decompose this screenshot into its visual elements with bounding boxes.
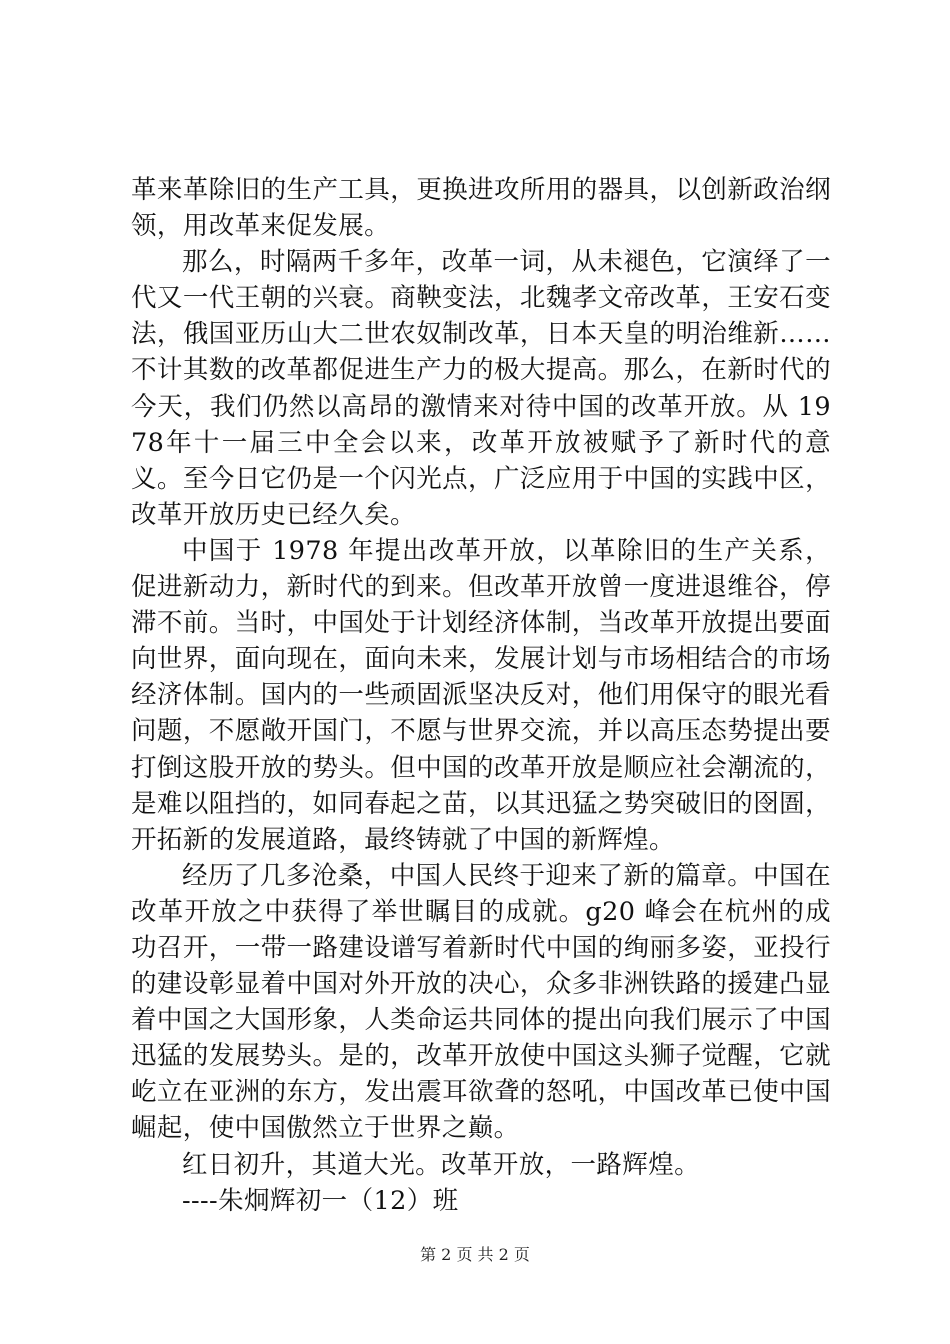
page-number-footer: 第 2 页 共 2 页 xyxy=(420,1245,530,1264)
essay-paragraph-history: 那么，时隔两千多年，改革一词，从未褪色，它演绎了一代又一代王朝的兴衰。商鞅变法，北魏孝文帝改革，王安石变法，俄国亚历山大二世农奴制改革，日本天皇的明治维新……不计其数的改革都促进生产力的极大提高。那么，在新时代的今天，我们仍然以高昂的激情来对待中国的改革开放。从 1978年十一届三中全会以来，改革开放被赋予了新时代的意义。至今日它仍是一个闪光点，广泛应用于中国的实践中区，改革开放历史已经久矣。 xyxy=(131,247,831,530)
essay-paragraph-continuation: 革来革除旧的生产工具，更换进攻所用的器具，以创新政治纲领，用改革来促发展。 xyxy=(131,175,831,242)
essay-author-signature: ----朱炯辉初一（12）班 xyxy=(182,1185,459,1216)
essay-closing-line: 红日初升，其道大光。改革开放，一路辉煌。 xyxy=(182,1149,701,1180)
essay-paragraph-achievements: 经历了几多沧桑，中国人民终于迎来了新的篇章。中国在改革开放之中获得了举世瞩目的成就。g20 峰会在杭州的成功召开，一带一路建设谱写着新时代中国的绚丽多姿，亚投行的建设彰显着中国对外开放的决心，众多非洲铁路的援建凸显着中国之大国形象，人类命运共同体的提出向我们展示了中国迅猛的发展势头。是的，改革开放使中国这头狮子觉醒，它就屹立在亚洲的东方，发出震耳欲聋的怒吼，中国改革已使中国崛起，使中国傲然立于世界之巅。 xyxy=(131,860,831,1144)
essay-body xyxy=(131,172,831,1219)
essay-paragraph-1978-reform: 中国于 1978 年提出改革开放，以革除旧的生产关系，促进新动力，新时代的到来。但改革开放曾一度进退维谷，停滞不前。当时，中国处于计划经济体制，当改革开放提出要面向世界，面向现在，面向未来，发展计划与市场相结合的市场经济体制。国内的一些顽固派坚决反对，他们用保守的眼光看问题，不愿敞开国门，不愿与世界交流，并以高压态势提出要打倒这股开放的势头。但中国的改革开放是顺应社会潮流的，是难以阻挡的，如同春起之苗，以其迅猛之势突破旧的囹圄，开拓新的发展道路，最终铸就了中国的新辉煌。 xyxy=(131,535,831,855)
